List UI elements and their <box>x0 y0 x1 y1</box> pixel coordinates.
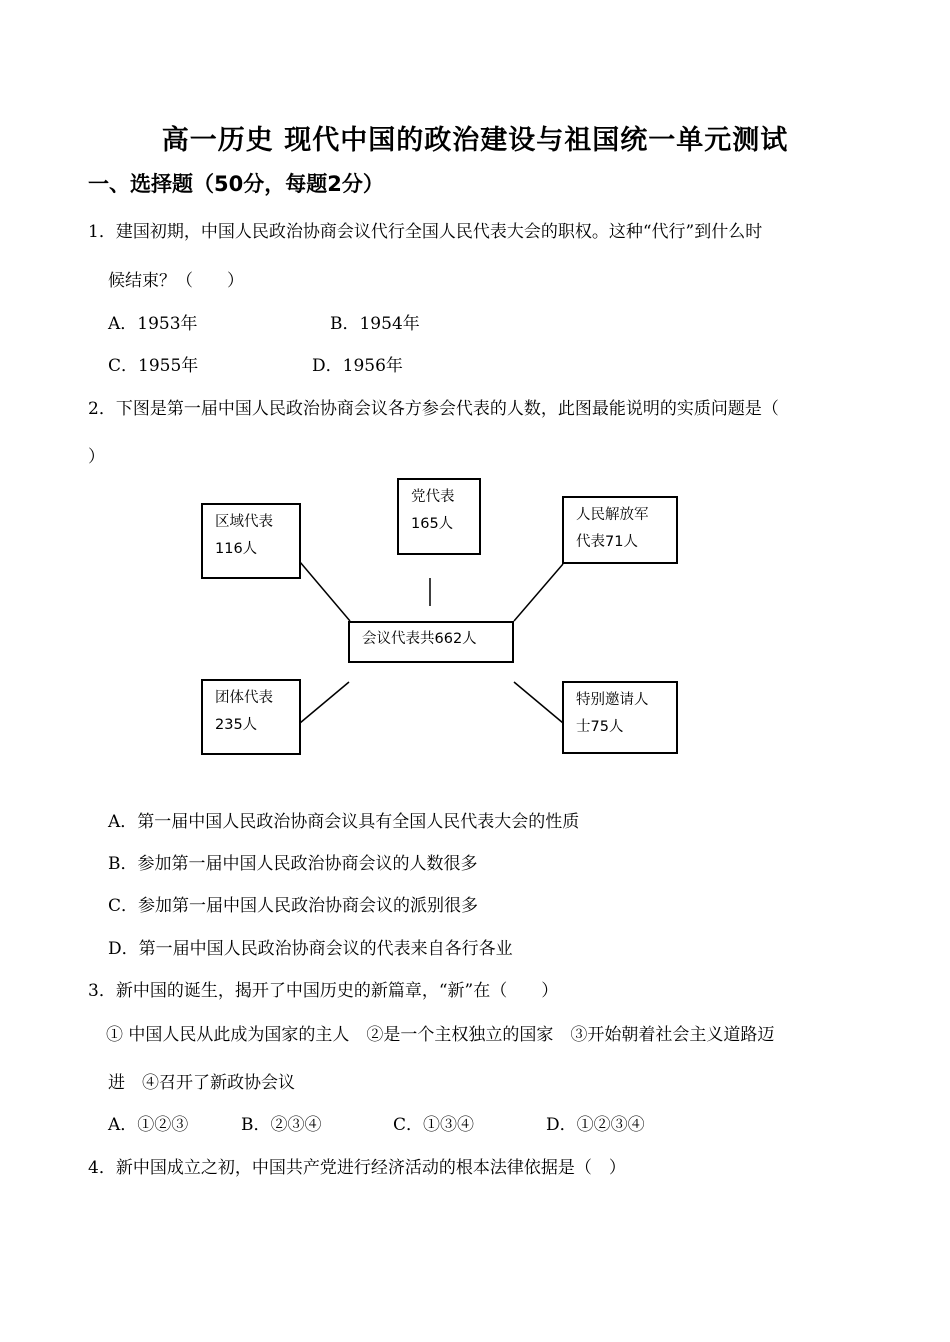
q3-option-d: D．①②③④ <box>546 1115 645 1135</box>
q3-option-b: B．②③④ <box>241 1115 322 1135</box>
q1-option-c: C．1955年 <box>108 356 199 376</box>
q2-stem-line1: 2．下图是第一届中国人民政治协商会议各方参会代表的人数，此图最能说明的实质问题是（ <box>88 399 779 419</box>
pla-count: 代表71人 <box>576 534 638 550</box>
regional-delegates-box <box>201 503 301 579</box>
section-heading: 一、选择题（50分，每题2分） <box>88 172 384 196</box>
group-delegates-box <box>201 679 301 755</box>
q2-stem-line2: ） <box>88 447 105 467</box>
q3-stem: 3．新中国的诞生，揭开了中国历史的新篇章，“新”在（ ） <box>88 981 559 1001</box>
q1-stem-line1: 1．建国初期，中国人民政治协商会议代行全国人民代表大会的职权。这种“代行”到什么时 <box>88 222 763 242</box>
q1-stem-line2: 候结束？（ ） <box>108 271 244 291</box>
q2-option-b: B．参加第一届中国人民政治协商会议的人数很多 <box>108 854 478 874</box>
q1-option-b: B．1954年 <box>330 314 420 334</box>
page-title: 高一历史 现代中国的政治建设与祖国统一单元测试 <box>161 125 789 156</box>
q2-option-c: C．参加第一届中国人民政治协商会议的派别很多 <box>108 896 479 916</box>
q3-items-line2: 进 ④召开了新政协会议 <box>108 1073 295 1093</box>
connector-regional <box>300 562 350 621</box>
q3-option-a: A．①②③ <box>108 1115 189 1135</box>
connector-special <box>514 682 563 723</box>
special-delegates-box <box>562 681 678 754</box>
q3-items-line1: ① 中国人民从此成为国家的主人 ②是一个主权独立的国家 ③开始朝着社会主义道路迈 <box>106 1025 775 1045</box>
party-delegates-box <box>397 478 481 555</box>
party-count: 165人 <box>411 516 454 532</box>
group-count: 235人 <box>215 717 258 733</box>
q1-option-a: A．1953年 <box>108 314 198 334</box>
total-delegates-box <box>348 621 514 663</box>
q4-stem: 4．新中国成立之初，中国共产党进行经济活动的根本法律依据是（ ） <box>88 1158 626 1178</box>
connector-group <box>300 682 349 723</box>
q1-option-d: D．1956年 <box>312 356 403 376</box>
connector-pla <box>514 564 563 621</box>
party-label: 党代表 <box>411 489 455 505</box>
total-label: 会议代表共662人 <box>362 631 477 647</box>
regional-label: 区域代表 <box>215 514 273 530</box>
pla-label: 人民解放军 <box>576 507 649 523</box>
pla-delegates-box <box>562 496 678 564</box>
q3-option-c: C．①③④ <box>393 1115 475 1135</box>
special-label: 特别邀请人 <box>576 692 649 708</box>
group-label: 团体代表 <box>215 690 273 706</box>
q2-option-d: D．第一届中国人民政治协商会议的代表来自各行各业 <box>108 939 513 959</box>
q2-option-a: A．第一届中国人民政治协商会议具有全国人民代表大会的性质 <box>108 812 580 832</box>
regional-count: 116人 <box>215 541 258 557</box>
special-count: 士75人 <box>576 719 624 735</box>
